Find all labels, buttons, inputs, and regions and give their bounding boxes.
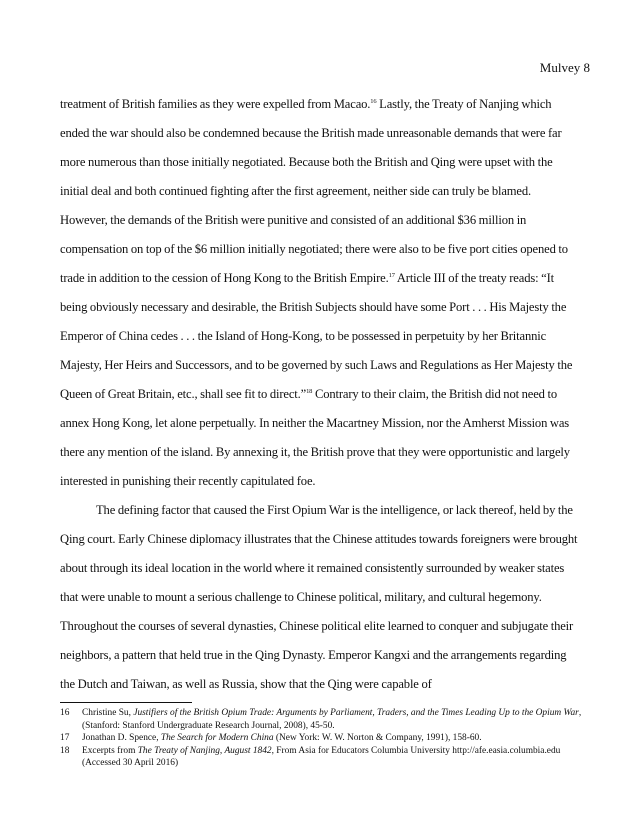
footnote-title: The Search for Modern China: [160, 733, 274, 744]
footnote-author: Christine Su,: [82, 708, 134, 718]
footnote-publication: , (Stanford: Stanford Undergraduate Research Journal, 2008), 45-50.: [82, 708, 582, 731]
footnote-number: 17: [60, 733, 70, 744]
paragraph-2: The defining factor that caused the First Opium War is the intelligence, or lack thereof, held by the Qing court. Early Chinese diplomacy illustrates that the Chinese attitudes towards foreigners were brought about through its ideal location in the world where it remained consistently surrounded by weaker states that were unable to mount a serious challenge to Chinese political, military, and cultural hegemony. Throughout the courses of several dynasties, Chinese political elite learned to conquer and subjugate their neighbors, a pattern that held true in the Qing Dynasty. Emperor Kangxi and the arrangements regarding the Dutch and Taiwan, as well as Russia, show that the Qing were capable of: [60, 503, 578, 691]
running-header: Mulvey 8: [539, 60, 590, 75]
footnote-ref-16[interactable]: 16: [370, 98, 377, 105]
paragraph-1-text-a: treatment of British families as they were expelled from Macao.: [60, 97, 371, 111]
footnote-ref-18[interactable]: 18: [306, 388, 313, 395]
footnote-number: 16: [60, 708, 70, 718]
paragraph-1: [60, 90, 580, 496]
footnote-18: [60, 745, 585, 770]
footnote-number: 18: [60, 745, 70, 756]
footnote-17: [60, 732, 585, 745]
footnote-title: The Treaty of Nanjing, August 1842: [137, 745, 272, 756]
footnote-publication: (New York: W. W. Norton & Company, 1991), 158-60.: [273, 733, 482, 744]
paragraph-1-text-c: Article III of the treaty reads: “It being obviously necessary and desirable, the British Subjects should have some Port . . . His Majesty the Emperor of China cedes . . . the Island of Hong-Kong, to be possessed in perpetuity by her Britannic Majesty, Her Heirs and Successors, and to be governed by such Laws and Regulations as Her Majesty the Queen of Great Britain, etc., shall see fit to direct.”: [60, 271, 573, 401]
paragraph-1-text-d: Contrary to their claim, the British did not need to annex Hong Kong, let alone perpetually. In neither the Macartney Mission, nor the Amherst Mission was there any mention of the island. By annexing it, the British prove that they were opportunistic and largely interested in punishing their recently capitulated foe.: [60, 387, 570, 488]
footnotes: [60, 707, 585, 770]
footnote-author: Excerpts from: [82, 745, 138, 756]
footnote-title: Justifiers of the British Opium Trade: Arguments by Parliament, Traders, and the Times Leading Up to the Opium War: [133, 708, 579, 718]
footnote-ref-17[interactable]: 17: [388, 272, 395, 279]
body-text: [60, 90, 580, 699]
footnote-publication: , From Asia for Educators Columbia University http://afe.easia.columbia.edu (Accessed 30 April 2016): [82, 745, 561, 769]
footnote-author: Jonathan D. Spence,: [82, 733, 161, 744]
paragraph-1-text-b: Lastly, the Treaty of Nanjing which ended the war should also be condemned because the British made unreasonable demands that were far more numerous than those initially negotiated. Because both the British and Qing were upset with the initial deal and both continued fighting after the first agreement, neither side can truly be blamed. However, the demands of the British were punitive and consisted of an additional $36 million in compensation on top of the $6 million initially negotiated; there were also to be five port cities opened to trade in addition to the cession of Hong Kong to the British Empire.: [60, 97, 568, 285]
footnote-divider: [60, 702, 192, 703]
footnote-16: [60, 707, 585, 732]
